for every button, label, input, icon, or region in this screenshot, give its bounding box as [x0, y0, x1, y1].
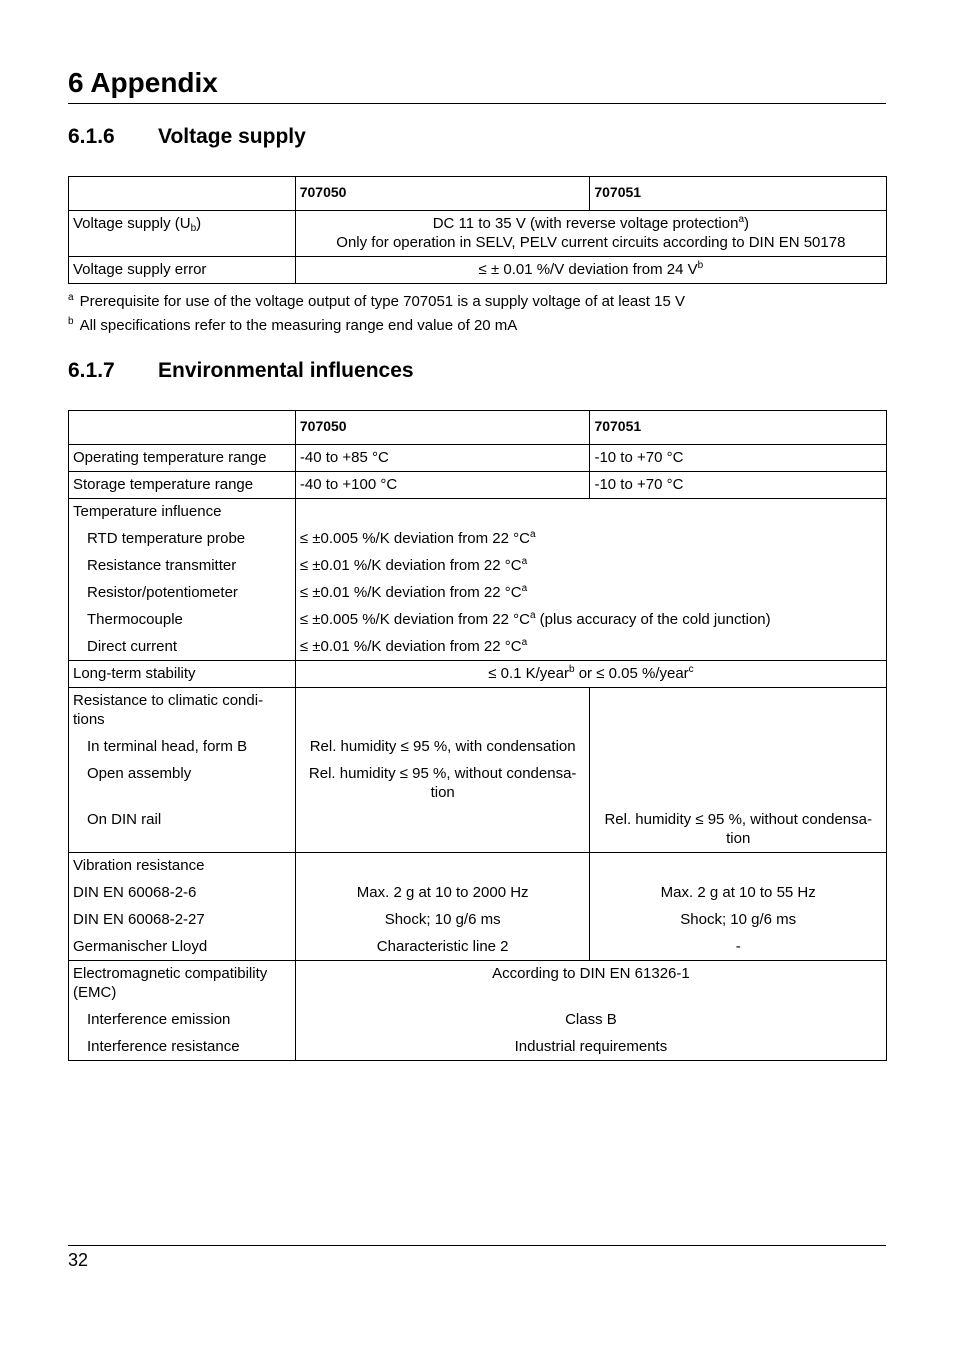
table-row	[69, 211, 887, 257]
footnotes	[68, 290, 685, 338]
table-header-row	[69, 411, 887, 445]
section-number: 6.1.6	[68, 125, 115, 148]
temperature-influence-values: ≤ ±0.005 %/K deviation from 22 $^\circ C^a$ ≤ ±0.01 %/K deviation from 22 $^\circ C^a$ ≤ ±0.01 %/K deviation from 22 $^\circ C^a$ ≤ ±0.005 %/K deviation from 22 $^\circ C^a$ (plus accuracy of the cold junction) ≤ ±0.01 %/K deviation from 22 $^\circ C^a$	[295, 499, 886, 661]
header-707051: 707051	[590, 177, 887, 211]
operating-temperature-label: Operating temperature range	[69, 445, 296, 472]
long-term-stability-label: Long-term stability	[69, 661, 296, 688]
temperature-influence-labels: Temperature influence RTD temperature probe Resistance transmitter Resistor/potentiometer Thermocouple Direct current	[69, 499, 296, 661]
header-707051: 707051	[590, 411, 887, 445]
voltage-supply-table	[68, 176, 887, 284]
table-row	[69, 472, 887, 499]
climatic-conditions-707050: Rel. humidity ≤ 95 %, with condensation Rel. humidity ≤ 95 %, without condensa- tion	[295, 688, 590, 853]
storage-temperature-707051: -10 to +70 °C	[590, 472, 887, 499]
vibration-resistance-707051: Max. 2 g at 10 to 55 Hz Shock; 10 g/6 ms -	[590, 853, 887, 961]
section-heading: Environmental influences	[158, 359, 414, 382]
section-title-voltage-supply	[68, 124, 306, 150]
operating-temperature-707051: -10 to +70 °C	[590, 445, 887, 472]
section-number: 6.1.7	[68, 359, 115, 382]
vibration-resistance-labels: Vibration resistance DIN EN 60068-2-6 DIN EN 60068-2-27 Germanischer Lloyd	[69, 853, 296, 961]
table-row	[69, 445, 887, 472]
footnote-a: $^a$ Prerequisite for use of the voltage output of type 707051 is a supply voltage of at least 15 V	[68, 292, 685, 310]
table-row	[69, 257, 887, 284]
table-row	[69, 688, 887, 853]
table-header-row	[69, 177, 887, 211]
page-number: 32	[68, 1250, 89, 1270]
climatic-conditions-707051: Rel. humidity ≤ 95 %, without condensa- tion	[590, 688, 887, 853]
section-title-environmental-influences	[68, 358, 414, 384]
chapter-title: 6 Appendix	[68, 67, 218, 98]
table-row	[69, 853, 887, 961]
environmental-influences-table	[68, 410, 887, 1061]
header-707050: 707050	[295, 177, 590, 211]
voltage-supply-error-value: ≤ ± 0.01 %/V deviation from 24 $V^b$	[295, 257, 886, 284]
long-term-stability-value: ≤ 0.1 K/year$^b$ or ≤ 0.05 %/year$^c$	[295, 661, 886, 688]
operating-temperature-707050: -40 to +85 °C	[295, 445, 590, 472]
table-row	[69, 961, 887, 1061]
emc-labels: Electromagnetic compatibility (EMC) Interference emission Interference resistance	[69, 961, 296, 1061]
voltage-supply-label: Voltage supply $(U_b)$	[69, 211, 296, 257]
header-707050: 707050	[295, 411, 590, 445]
section-heading: Voltage supply	[158, 125, 306, 148]
storage-temperature-label: Storage temperature range	[69, 472, 296, 499]
vibration-resistance-707050: Max. 2 g at 10 to 2000 Hz Shock; 10 g/6 ms Characteristic line 2	[295, 853, 590, 961]
voltage-supply-error-label: Voltage supply error	[69, 257, 296, 284]
table-row	[69, 499, 887, 661]
climatic-conditions-labels: Resistance to climatic condi- tions In terminal head, form B Open assembly On DIN rail	[69, 688, 296, 853]
footnote-b: $^b$ All specifications refer to the measuring range end value of 20 mA	[68, 316, 518, 334]
footer-divider	[68, 1245, 886, 1246]
chapter-divider	[68, 103, 886, 104]
table-row	[69, 661, 887, 688]
emc-values: According to DIN EN 61326-1 Class B Industrial requirements	[295, 961, 886, 1061]
storage-temperature-707050: -40 to +100 °C	[295, 472, 590, 499]
voltage-supply-value: DC 11 to 35 V (with reverse voltage protection$^a$) Only for operation in SELV, PELV current circuits according to DIN EN 50178	[295, 211, 886, 257]
